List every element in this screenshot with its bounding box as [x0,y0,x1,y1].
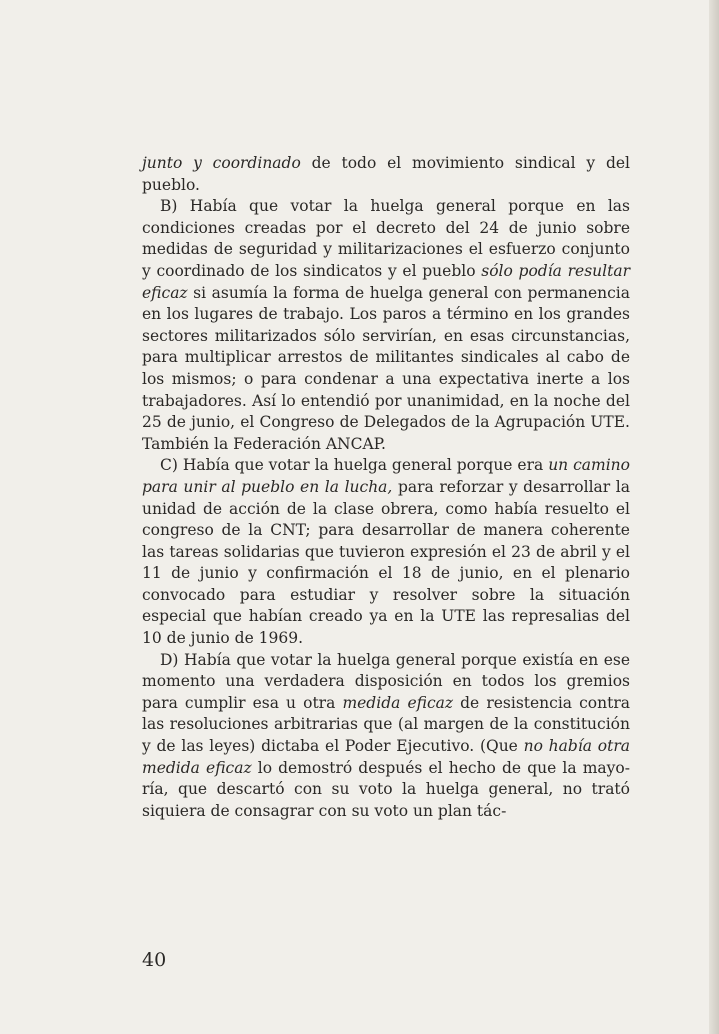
page-number: 40 [142,949,167,971]
text-run: no había otra medida eficaz [142,737,630,777]
text-run: B) Había que votar la huelga general porque en las condiciones creadas por el decreto del 24 de junio sobre medidas de seguridad y militarizaciones el esfuerzo conjunto y coordinado de los sindicatos y el pueblo [142,197,630,280]
page-edge [709,0,719,1034]
text-run: junto y coordinado [142,154,301,172]
text-run: sólo podía resultar eficaz [142,261,630,302]
text-run: un camino para unir al pueblo en la lucha, [142,456,630,496]
body-text [142,153,630,822]
paragraph-d [142,650,630,823]
paragraph-1 [142,153,630,196]
text-run: para reforzar y desarrollar la unidad de acción de la clase obrera, como había resuelto el congreso de la CNT; para desarrollar de manera coherente las tareas solidarias que tuvieron expresión el 23 de abril y el 11 de junio y confirmación el 18 de junio, en el plenario convocado para estudiar y resolver sobre la situación especial que habían creado ya en la UTE las represalias del 10 de junio de 1969. [142,477,630,648]
text-run: lo demostró después el hecho de que la mayoría, que descartó con su voto la huelga general, no trató siquiera de consagrar con su voto un plan tác- [142,758,630,820]
paragraph-c [142,455,630,649]
text-run: C) Había que votar la huelga general porque era [160,456,549,475]
text-run: de todo el movimiento sindical y del pueblo. [142,154,630,194]
text-run: si asumía la forma de huelga general con permanencia en los lugares de trabajo. Los paros a término en los grandes sectores militarizados sólo servirían, en esas circunstancias, para multiplicar arrestos de militantes sindicales al cabo de los mismos; o para condenar a una expectativa inerte a los trabajadores. Así lo entendió por unanimidad, en la noche del 25 de junio, el Congreso de Delegados de la Agrupación UTE. También la Federación ANCAP. [142,283,630,453]
text-run: D) Había que votar la huelga general porque existía en ese momento una verdadera disposición en todos los gremios para cumplir esa u otra [142,650,630,712]
text-run: medida eficaz [342,693,454,712]
paragraph-b [142,196,630,455]
text-run: de resistencia contra las resoluciones arbitrarias que (al margen de la constitución y de las leyes) dictaba el Poder Ejecutivo. (Que [142,693,630,756]
